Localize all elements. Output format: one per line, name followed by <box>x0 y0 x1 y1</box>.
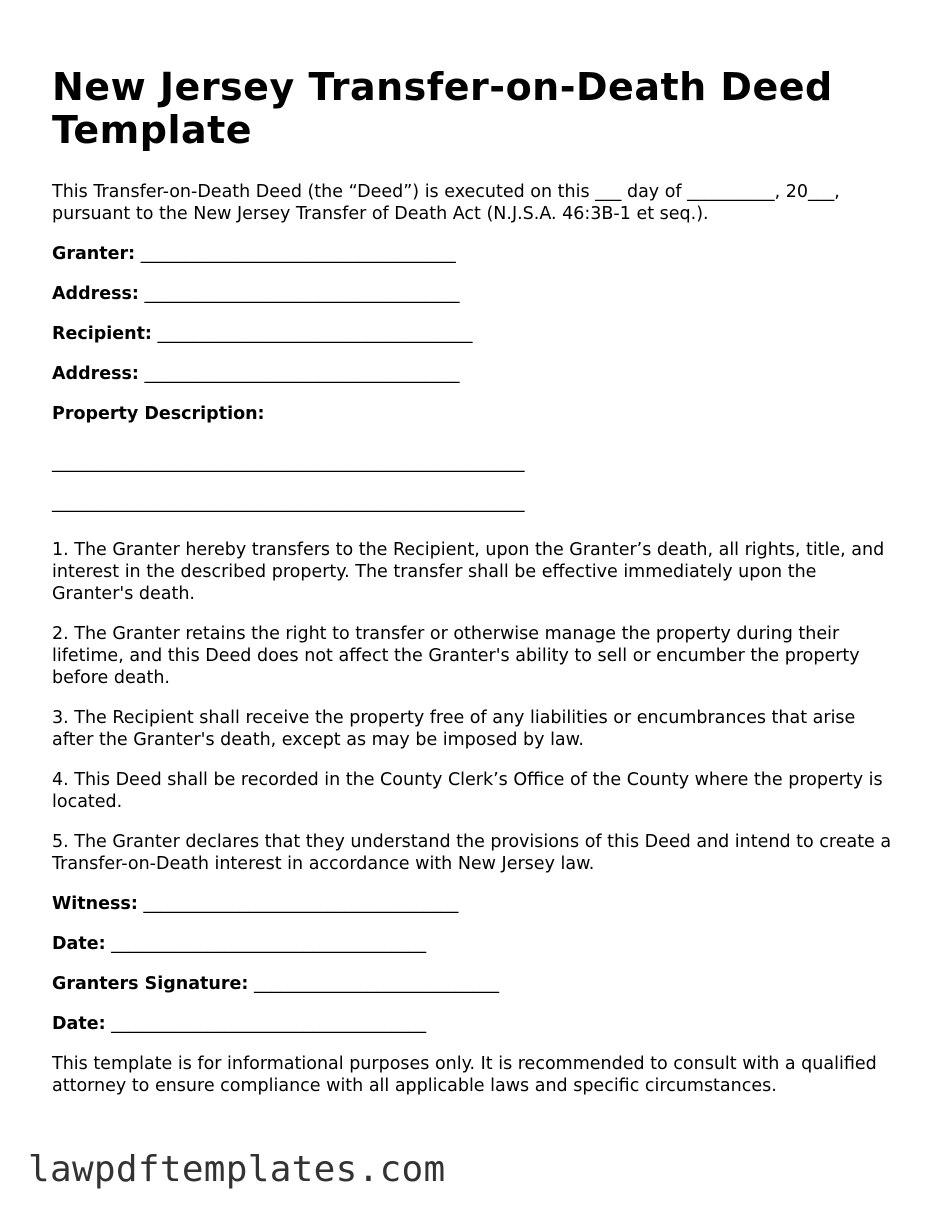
clause-1: 1. The Granter hereby transfers to the Recipient, upon the Granter’s death, all rights, title, and interest in the described property. The transfer shall be effective immediately upon the Granter's death. <box>52 540 885 604</box>
field-label: Address: <box>52 364 139 384</box>
property-description-label: Property Description: <box>52 404 265 424</box>
clause-5: 5. The Granter declares that they understand the provisions of this Deed and intend to create a Transfer-on-Death interest in accordance with New Jersey law. <box>52 832 892 874</box>
granter-signature-field <box>52 973 892 995</box>
granter-address-field <box>52 283 892 305</box>
witness-blank: ____________________________________ <box>143 894 459 914</box>
clause-4: 4. This Deed shall be recorded in the County Clerk’s Office of the County where the property is located. <box>52 770 883 812</box>
field-label: Address: <box>52 284 139 304</box>
granter-field <box>52 243 892 265</box>
field-label: Recipient: <box>52 324 152 344</box>
signature-date-blank: ____________________________________ <box>111 1014 427 1034</box>
recipient-blank: ____________________________________ <box>157 324 473 344</box>
witness-date-blank: ____________________________________ <box>111 934 427 954</box>
brand-watermark: lawpdftemplates.com <box>28 1149 446 1190</box>
property-description-line: ______________________________________________________ <box>52 493 525 513</box>
granter-address-blank: ____________________________________ <box>144 284 460 304</box>
recipient-field <box>52 323 892 345</box>
signature-date-field <box>52 1013 892 1035</box>
granter-blank: ____________________________________ <box>140 244 456 264</box>
field-label: Granters Signature: <box>52 974 249 994</box>
recipient-address-blank: ____________________________________ <box>144 364 460 384</box>
property-description-line: ______________________________________________________ <box>52 453 525 473</box>
granter-signature-blank: ____________________________ <box>253 974 499 994</box>
document-page <box>52 66 892 1097</box>
clause-3: 3. The Recipient shall receive the property free of any liabilities or encumbrances that arise after the Granter's death, except as may be imposed by law. <box>52 708 856 750</box>
witness-date-field <box>52 933 892 955</box>
field-label: Witness: <box>52 894 138 914</box>
intro-paragraph: This Transfer-on-Death Deed (the “Deed”) is executed on this ___ day of __________, 20___, pursuant to the New Jersey Transfer of Death Act (N.J.S.A. 46:3B-1 et seq.). <box>52 182 840 224</box>
field-label: Date: <box>52 934 106 954</box>
recipient-address-field <box>52 363 892 385</box>
witness-field <box>52 893 892 915</box>
document-title: New Jersey Transfer-on-Death Deed Template <box>52 65 833 152</box>
field-label: Granter: <box>52 244 136 264</box>
field-label: Date: <box>52 1014 106 1034</box>
clause-2: 2. The Granter retains the right to transfer or otherwise manage the property during their lifetime, and this Deed does not affect the Granter's ability to sell or encumber the property before death. <box>52 624 860 688</box>
disclaimer-paragraph: This template is for informational purposes only. It is recommended to consult with a qualified attorney to ensure compliance with all applicable laws and specific circumstances. <box>52 1054 877 1096</box>
